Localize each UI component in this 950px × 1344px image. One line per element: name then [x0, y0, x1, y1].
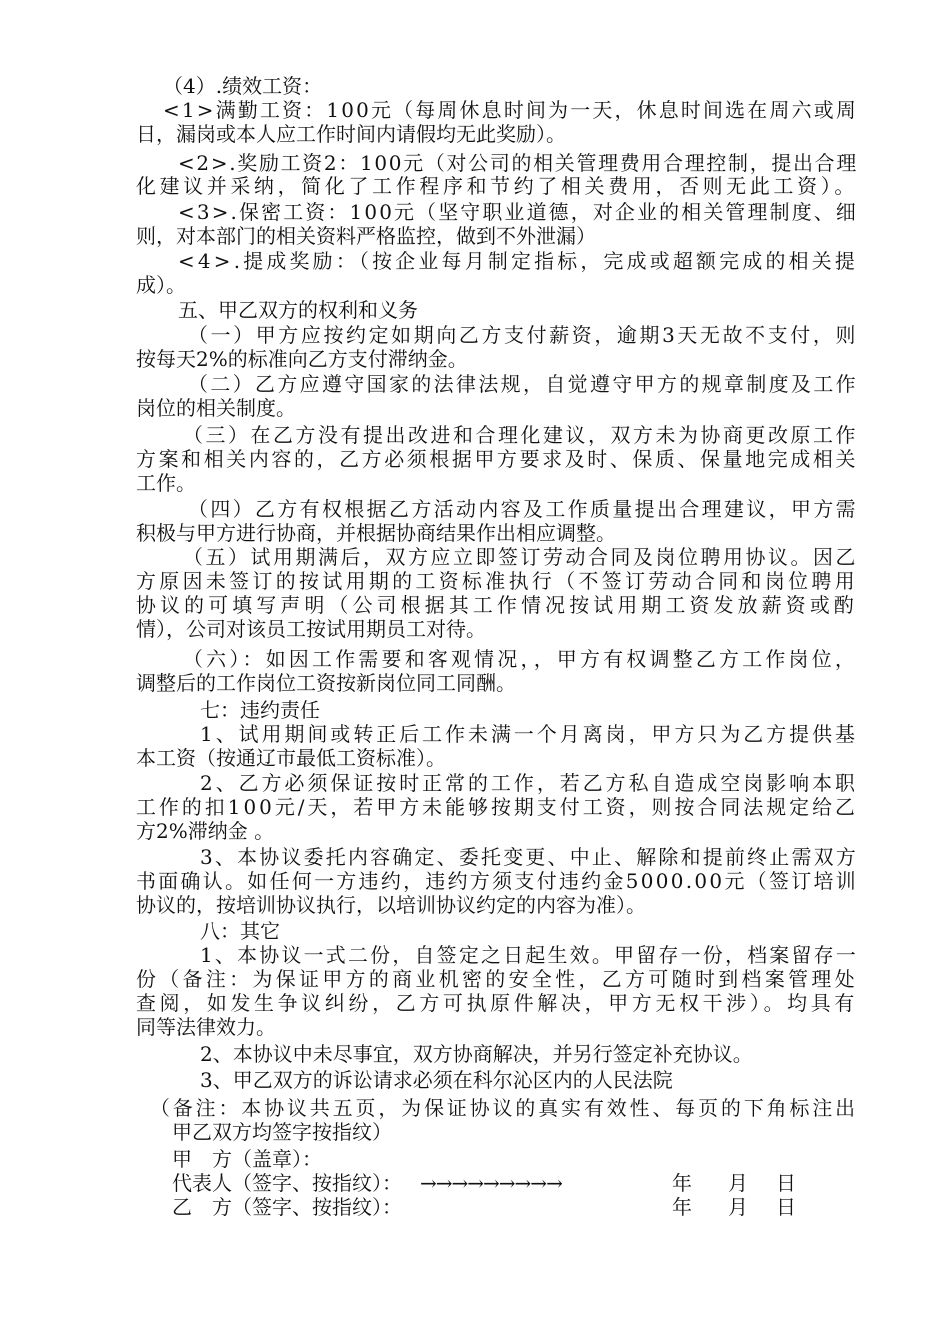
text-line: （四）乙方有权根据乙方活动内容及工作质量提出合理建议，甲方需	[188, 497, 859, 521]
text-line: 1、本协议一式二份，自签定之日起生效。甲留存一份，档案留存一	[200, 943, 859, 967]
date-day-2: 日	[776, 1195, 796, 1219]
text-line: 2、乙方必须保证按时正常的工作，若乙方私自造成空岗影响本职	[200, 771, 858, 795]
text-line: 积极与甲方进行协商，并根据协商结果作出相应调整。	[136, 521, 616, 545]
text-line: 3、甲乙双方的诉讼请求必须在科尔沁区内的人民法院	[200, 1068, 673, 1092]
text-line: 方原因未签订的按试用期的工资标准执行（不签订劳动合同和岗位聘用	[136, 569, 858, 593]
party-b-label: 乙 方（签字、按指纹）：	[172, 1195, 402, 1219]
text-line: 日，漏岗或本人应工作时间内请假均无此奖励）。	[136, 122, 566, 146]
text-line: 成）。	[136, 273, 186, 297]
text-line: 方案和相关内容的，乙方必须根据甲方要求及时、保质、保量地完成相关	[136, 447, 859, 471]
text-line: <2>.奖励工资2：100元（对公司的相关管理费用合理控制，提出合理	[178, 151, 859, 175]
text-line: （五）试用期满后，双方应立即签订劳动合同及岗位聘用协议。因乙	[183, 545, 859, 569]
text-line: <4>.提成奖励：（按企业每月制定指标，完成或超额完成的相关提	[178, 249, 859, 273]
text-line: 情），公司对该员工按试用期员工对待。	[136, 617, 486, 641]
date-year-2: 年	[672, 1195, 692, 1219]
text-line: （三）在乙方没有提出改进和合理化建议，双方未为协商更改原工作	[183, 423, 859, 447]
text-line: 则，对本部门的相关资料严格监控，做到不外泄漏）	[136, 224, 596, 248]
text-line: 甲乙双方均签字按指纹）	[172, 1120, 392, 1144]
text-line: 查阅，如发生争议纠纷，乙方可执原件解决，甲方无权干涉）。均具有	[136, 991, 859, 1015]
text-line: <3>.保密工资：100元（坚守职业道德，对企业的相关管理制度、细	[178, 200, 858, 224]
text-line: 七：违约责任	[200, 698, 320, 722]
text-line: 本工资（按通辽市最低工资标准）。	[136, 746, 446, 770]
text-line: 五、甲乙双方的权利和义务	[178, 298, 418, 322]
date-day-1: 日	[776, 1171, 796, 1195]
text-line: 同等法律效力。	[136, 1015, 276, 1039]
text-line: <1>满勤工资：100元（每周休息时间为一天，休息时间选在周六或周	[163, 98, 858, 122]
text-line: （二）乙方应遵守国家的法律法规，自觉遵守甲方的规章制度及工作	[188, 372, 859, 396]
text-line: （4）.绩效工资：	[163, 74, 323, 98]
text-line: （一）甲方应按约定如期向乙方支付薪资，逾期3天无故不支付，则	[188, 323, 859, 347]
text-line: 2、本协议中未尽事宜，双方协商解决，并另行签定补充协议。	[200, 1042, 753, 1066]
text-line: 化建议并采纳，简化了工作程序和节约了相关费用，否则无此工资）。	[136, 174, 859, 198]
text-line: 1、试用期间或转正后工作未满一个月离岗，甲方只为乙方提供基	[200, 722, 858, 746]
text-line: 方2%滞纳金 。	[136, 819, 275, 843]
text-line: 八：其它	[200, 919, 280, 943]
text-line: 协议的，按培训协议执行，以培训协议约定的内容为准）。	[136, 893, 646, 917]
text-line: 按每天2%的标准向乙方支付滞纳金。	[136, 347, 468, 371]
date-year-1: 年	[672, 1171, 692, 1195]
text-line: （六）：如因工作需要和客观情况，，甲方有权调整乙方工作岗位，	[183, 647, 859, 671]
date-month-2: 月	[728, 1195, 748, 1219]
representative-signature-marks: →→→→→→→→→	[420, 1171, 562, 1195]
text-line: 书面确认。如任何一方违约，违约方须支付违约金5000.00元（签订培训	[136, 869, 859, 893]
party-a-label: 甲 方（盖章）：	[172, 1147, 322, 1171]
text-line: 工作的扣100元/天，若甲方未能够按期支付工资，则按合同法规定给乙	[136, 795, 859, 819]
date-month-1: 月	[728, 1171, 748, 1195]
text-line: 工作。	[136, 471, 196, 495]
text-line: （备注：本协议共五页，为保证协议的真实有效性、每页的下角标注出	[150, 1096, 859, 1120]
text-line: 3、本协议委托内容确定、委托变更、中止、解除和提前终止需双方	[200, 845, 859, 869]
representative-label: 代表人（签字、按指纹）：	[172, 1171, 402, 1195]
text-line: 调整后的工作岗位工资按新岗位同工同酬。	[136, 671, 516, 695]
text-line: 份（备注：为保证甲方的商业机密的安全性，乙方可随时到档案管理处	[136, 967, 858, 991]
text-line: 岗位的相关制度。	[136, 396, 296, 420]
text-line: 协议的可填写声明（公司根据其工作情况按试用期工资发放薪资或酌	[136, 593, 859, 617]
